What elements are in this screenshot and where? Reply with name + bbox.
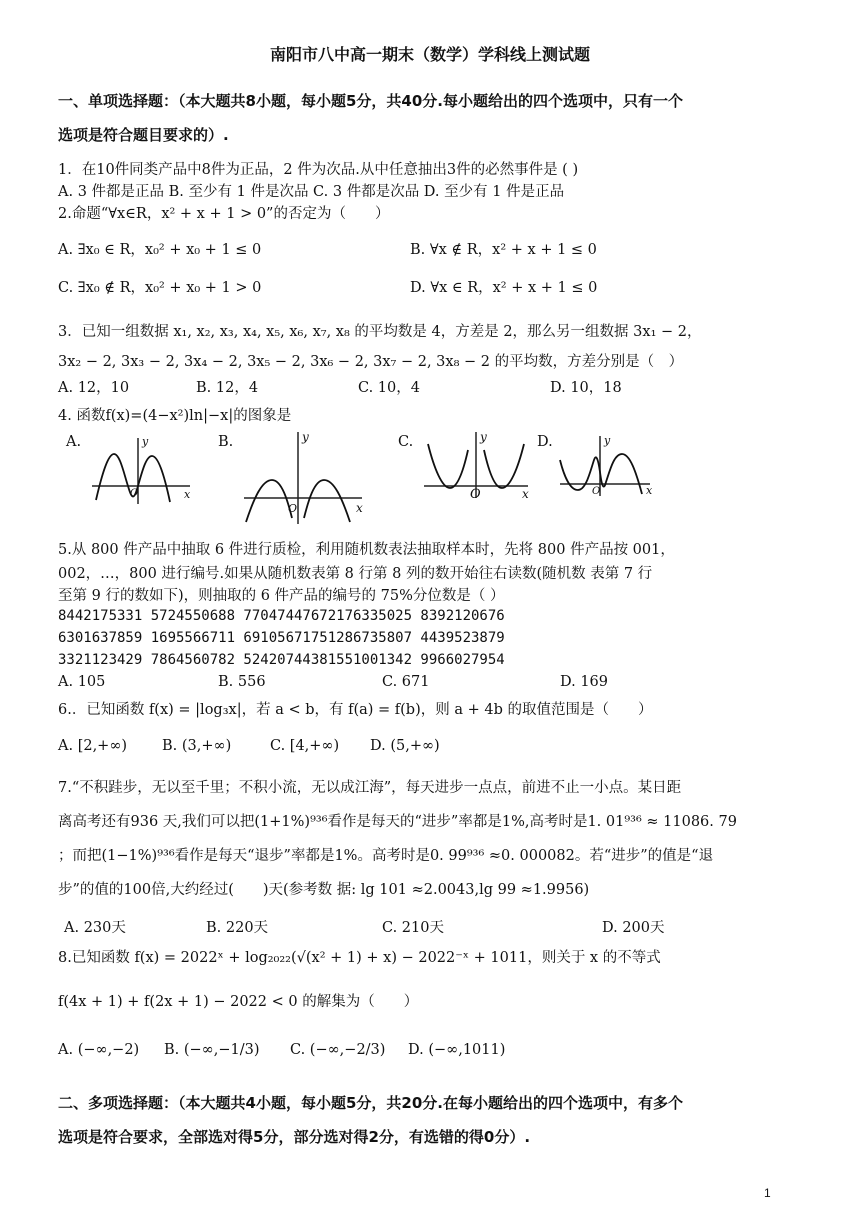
q5-random-row-2: 6301637859 1695566711 69105671751286735807 4439523879 (58, 630, 505, 646)
page-title: 南阳市八中高一期末（数学）学科线上测试题 (269, 45, 590, 64)
q8-line1: 8.已知函数 f(x) = 2022ˣ + log₂₀₂₂(√(x² + 1) + x) − 2022⁻ˣ + 1011，则关于 x 的不等式 (58, 950, 661, 966)
q7-option-a: A. 230天 (64, 920, 126, 936)
section2-heading-line2: 选项是符合要求，全部选对得5分，部分选对得2分，有选错的得0分）. (58, 1128, 531, 1146)
q6-option-b: B. (3,+∞) (162, 738, 232, 754)
q3-line1: 3．已知一组数据 x₁, x₂, x₃, x₄, x₅, x₆, x₇, x₈ 的平均数是 4，方差是 2，那么另一组数据 3x₁ − 2， (58, 324, 702, 340)
q8-option-c: C. (−∞,−2/3) (290, 1042, 386, 1058)
page-number: 1 (764, 1186, 771, 1200)
section1-heading-line2: 选项是符合题目要求的）. (58, 126, 229, 144)
q4-stem: 4. 函数f(x)=(4−x²)ln|−x|的图象是 (58, 408, 292, 424)
q7-line2: 离高考还有936 天,我们可以把(1+1%)⁹³⁶看作是每天的“进步”率都是1%,高考时是1. 01⁹³⁶ ≈ 11086. 79 (58, 814, 737, 830)
q4-label-d: D. (537, 434, 553, 450)
q4-d-x-label: x (646, 484, 653, 497)
q8-line2: f(4x + 1) + f(2x + 1) − 2022 < 0 的解集为（ ） (58, 994, 419, 1010)
q4-a-y-label: y (142, 435, 149, 448)
q4-label-c: C. (398, 434, 414, 450)
q4-b-origin: O (288, 502, 298, 515)
q3-option-b: B. 12，4 (196, 380, 259, 396)
q7-line1: 7.“不积跬步，无以至千里；不积小流，无以成江海”，每天进步一点点，前进不止一小点。某日距 (58, 780, 682, 796)
q4-a-origin: O (130, 488, 139, 499)
q4-c-y-label: y (480, 430, 487, 444)
q4-c-x-label: x (522, 487, 529, 500)
q8-option-b: B. (−∞,−1/3) (164, 1042, 260, 1058)
q4-graph-a (88, 434, 198, 506)
q6-stem: 6.．已知函数 f(x) = |log₃x|，若 a < b，有 f(a) = f(b)，则 a + 4b 的取值范围是（ ） (58, 702, 653, 718)
q5-line3: 至第 9 行的数如下)，则抽取的 6 件产品的编号的 75%分位数是（ ） (58, 588, 505, 604)
q1-stem: 1．在10件同类产品中8件为正品，2 件为次品.从中任意抽出3件的必然事件是 ( ) (58, 162, 579, 178)
q4-graph-b (240, 428, 370, 526)
q5-option-b: B. 556 (218, 674, 266, 690)
q2-option-a: A. ∃x₀ ∈ R，x₀² + x₀ + 1 ≤ 0 (58, 242, 262, 258)
q4-b-x-label: x (356, 501, 363, 515)
q5-option-c: C. 671 (382, 674, 430, 690)
q7-option-d: D. 200天 (602, 920, 665, 936)
q6-option-d: D. (5,+∞) (370, 738, 440, 754)
q5-option-a: A. 105 (58, 674, 106, 690)
q4-c-origin: O (470, 487, 481, 500)
q5-random-row-1: 8442175331 5724550688 77047447672176335025 8392120676 (58, 608, 505, 624)
q5-random-row-3: 3321123429 7864560782 52420744381551001342 9966027954 (58, 652, 505, 668)
q4-graph-c (420, 428, 536, 500)
q3-option-a: A. 12，10 (58, 380, 130, 396)
q3-option-c: C. 10，4 (358, 380, 420, 396)
q4-b-y-label: y (302, 430, 309, 444)
section1-heading-line1: 一、单项选择题：（本大题共8小题，每小题5分，共40分.每小题给出的四个选项中，只有一个 (58, 92, 683, 110)
q7-option-b: B. 220天 (206, 920, 269, 936)
q4-label-b: B. (218, 434, 234, 450)
q1-options: A. 3 件都是正品 B. 至少有 1 件是次品 C. 3 件都是次品 D. 至少有 1 件是正品 (58, 184, 565, 200)
q8-option-d: D. (−∞,1011) (408, 1042, 506, 1058)
q4-d-origin: O (592, 486, 601, 497)
q2-option-c: C. ∃x₀ ∉ R，x₀² + x₀ + 1 > 0 (58, 280, 262, 296)
q3-option-d: D. 10，18 (550, 380, 622, 396)
q4-label-a: A. (66, 434, 82, 450)
q3-line2: 3x₂ − 2, 3x₃ − 2, 3x₄ − 2, 3x₅ − 2, 3x₆ − 2, 3x₇ − 2, 3x₈ − 2 的平均数，方差分别是（ ） (58, 354, 684, 370)
q5-option-d: D. 169 (560, 674, 609, 690)
q7-line3: ；而把(1−1%)⁹³⁶看作是每天“退步”率都是1%。高考时是0. 99⁹³⁶ ≈0. 000082。若“进步”的值是“退 (58, 848, 714, 864)
q4-d-y-label: y (604, 434, 611, 447)
q5-line2: 002，…，800 进行编号.如果从随机数表第 8 行第 8 列的数开始往右读数(随机数 表第 7 行 (58, 566, 653, 582)
q8-option-a: A. (−∞,−2) (58, 1042, 140, 1058)
q7-option-c: C. 210天 (382, 920, 444, 936)
q6-option-a: A. [2,+∞) (58, 738, 128, 754)
q6-option-c: C. [4,+∞) (270, 738, 340, 754)
q7-line4: 步”的值的100倍,大约经过( )天(参考数 据: lg 101 ≈2.0043,lg 99 ≈1.9956) (58, 882, 590, 898)
q2-stem: 2.命题“∀x∈R，x² + x + 1 > 0”的否定为（ ） (58, 206, 390, 222)
q2-option-d: D. ∀x ∈ R，x² + x + 1 ≤ 0 (410, 280, 598, 296)
q4-a-x-label: x (184, 488, 191, 501)
q2-option-b: B. ∀x ∉ R，x² + x + 1 ≤ 0 (410, 242, 597, 258)
q5-line1: 5.从 800 件产品中抽取 6 件进行质检，利用随机数表法抽取样本时，先将 800 件产品按 001， (58, 542, 675, 558)
q4-graph-d (556, 432, 656, 498)
section2-heading-line1: 二、多项选择题：（本大题共4小题，每小题5分，共20分.在每小题给出的四个选项中，有多个 (58, 1094, 683, 1112)
